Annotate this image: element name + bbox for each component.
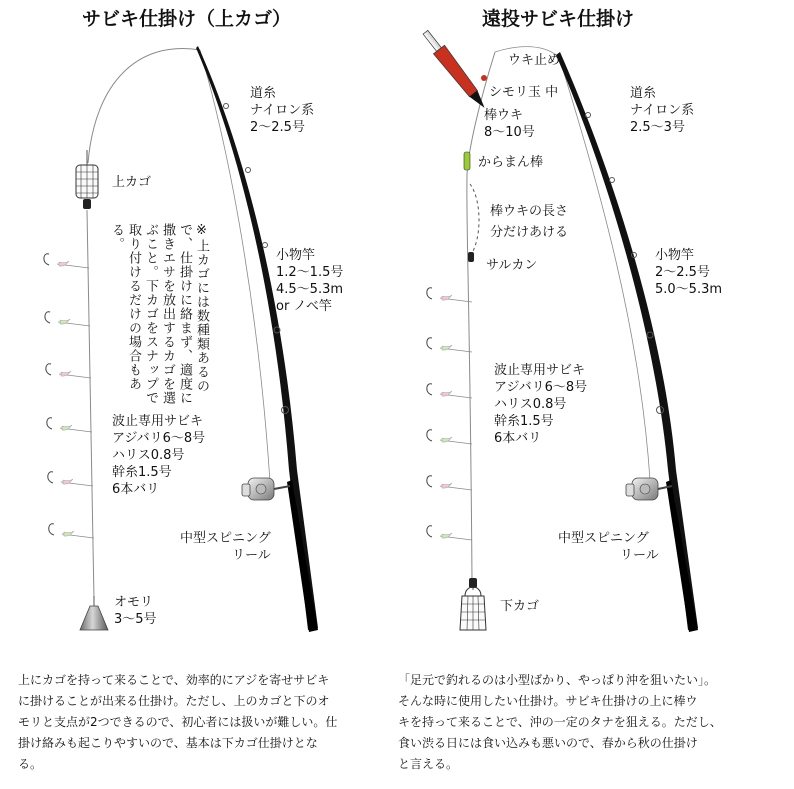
left-basket-note: ※上カゴには数種類あるので、仕掛けに絡まず、適度に撒きエサを放出するカゴを選ぶこと。下カゴをスナップで取り付けるだけの場合もある。 (109, 223, 209, 405)
right-description: 「足元で釣れるのは小型ばかり、やっぱり沖を狙いたい」。 そんな時に使用したい仕掛け。サビキ仕掛けの上に棒ウ キを持って来ることで、沖の一定のタナを狙える。ただし、 食い渋る日には食い込みも悪いので、春から秋の仕掛け と言える。 (398, 673, 722, 771)
right-title: 遠投サビキ仕掛け (482, 8, 635, 30)
left-spinning-reel-icon (242, 478, 290, 500)
right-stick-float-icon (420, 28, 490, 112)
left-line-label: 道糸 ナイロン系 2〜2.5号 (250, 86, 315, 135)
right-spinning-reel-icon (626, 478, 672, 500)
right-karaman-label: からまん棒 (478, 155, 544, 170)
left-main-line (88, 48, 200, 163)
right-karaman-icon (464, 152, 470, 170)
sabiki-hook-icon (427, 288, 472, 302)
sabiki-hook-icon (48, 472, 93, 486)
right-bottom-basket-icon (460, 578, 486, 630)
sabiki-hook-icon (427, 526, 472, 540)
left-trunk-line (87, 210, 94, 600)
right-bead-label: シモリ玉 中 (489, 85, 559, 100)
left-description: 上にカゴを持って来ることで、効率的にアジを寄せサビキ に掛けることが出来る仕掛け。ただし、上のカゴと下のオ モリと支点が2つできるので、初心者には扱いが難しい。仕 掛け絡みも起こりやすいので、基本は下カゴ仕掛けとな る。 (18, 673, 338, 771)
right-line-label: 道糸 ナイロン系 2.5〜3号 (630, 86, 695, 135)
right-float-label: 棒ウキ 8〜10号 (484, 108, 535, 140)
sabiki-hook-icon (47, 418, 92, 432)
left-sabiki-label: 波止専用サビキ アジバリ6〜8号 ハリス0.8号 幹糸1.5号 6本バリ (112, 414, 206, 497)
right-swivel-label: サルカン (486, 258, 538, 273)
right-swivel-icon (468, 252, 474, 262)
sabiki-hook-icon (427, 430, 472, 444)
right-bead-icon (481, 75, 487, 81)
sabiki-hook-icon (427, 476, 472, 490)
left-sinker-icon (80, 596, 108, 630)
left-rod-grip (287, 480, 318, 632)
right-basket-label: 下カゴ (500, 599, 540, 614)
sabiki-hook-icon (46, 364, 91, 378)
left-basket-icon (76, 150, 98, 209)
left-title: サビキ仕掛け（上カゴ） (82, 8, 292, 30)
right-float-length-bracket (470, 184, 479, 256)
right-float-length-label: 棒ウキの長さ 分だけあける (490, 204, 569, 240)
left-rod-label: 小物竿 1.2〜1.5号 4.5〜5.3m or ノベ竿 (276, 248, 344, 314)
right-sabiki-hooks (427, 288, 472, 540)
left-basket-label: 上カゴ (112, 175, 152, 190)
sabiki-hook-icon (49, 524, 94, 538)
right-stopper-label: ウキ止め (508, 53, 561, 68)
right-rod-label: 小物竿 2〜2.5号 5.0〜5.3m (655, 248, 723, 297)
sabiki-hook-icon (427, 338, 472, 352)
sabiki-hook-icon (44, 254, 89, 268)
sabiki-hook-icon (427, 384, 472, 398)
left-sabiki-hooks (44, 254, 94, 538)
right-reel-label: 中型スピニング リール (558, 531, 659, 563)
left-sinker-label: オモリ 3〜5号 (114, 595, 157, 627)
sabiki-hook-icon (45, 312, 90, 326)
left-reel-label: 中型スピニング リール (180, 531, 271, 563)
right-sabiki-label: 波止専用サビキ アジバリ6〜8号 ハリス0.8号 幹糸1.5号 6本バリ (494, 363, 588, 446)
